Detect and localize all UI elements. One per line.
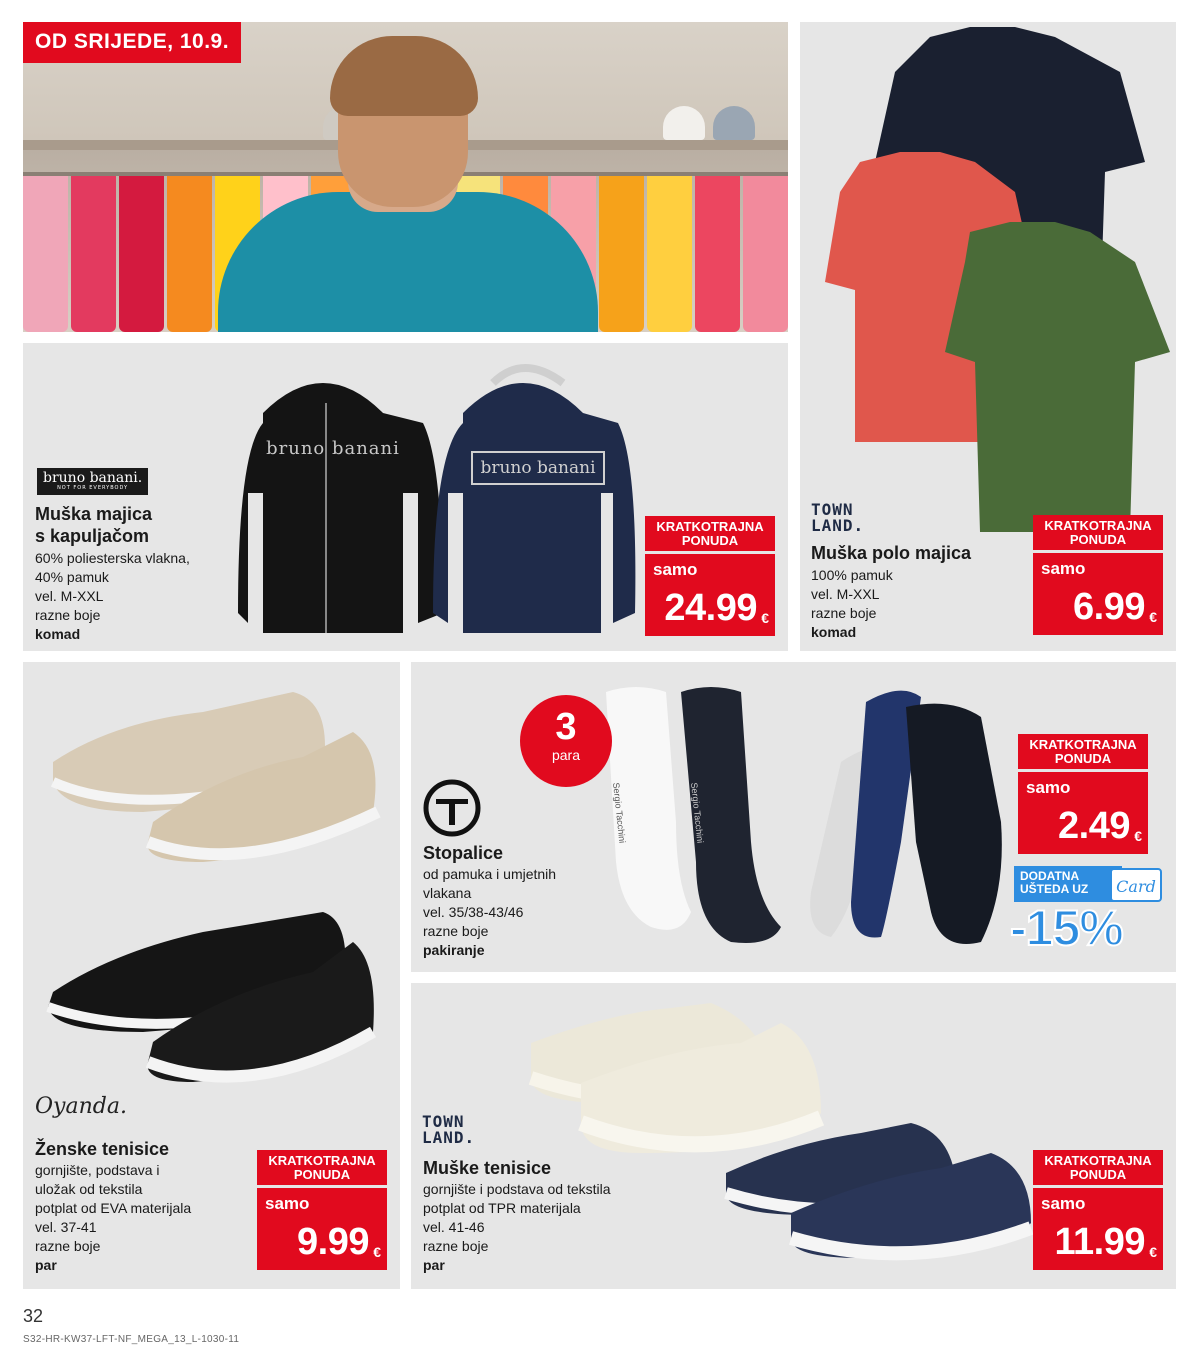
product-description [811, 566, 893, 642]
badge-label: para [551, 747, 581, 763]
unit-label: par [423, 1257, 445, 1273]
product-title: Muške tenisice [423, 1158, 552, 1178]
brand-line: LAND. [811, 516, 865, 535]
currency-symbol: € [373, 1244, 381, 1260]
brand-slogan: NOT FOR EVERYBODY [57, 485, 129, 491]
pack-count-badge [520, 695, 612, 787]
date-tag: OD SRIJEDE, 10.9. [23, 22, 241, 63]
product-description [35, 549, 190, 644]
price-header: KRATKOTRAJNA PONUDA [257, 1150, 387, 1185]
price-tag [1033, 1150, 1163, 1270]
price-box [645, 554, 775, 636]
cap-image [663, 106, 705, 140]
extra-discount-value: -15% [1010, 900, 1123, 956]
desc-line: 100% pamuk [811, 567, 893, 583]
extra-savings-label [1014, 866, 1122, 902]
desc-line: gornjište i podstava od tekstila [423, 1181, 611, 1197]
desc-line: vel. 41-46 [423, 1219, 485, 1235]
price-box [1033, 553, 1163, 635]
extra-line: DODATNA [1020, 869, 1080, 883]
cap-image [713, 106, 755, 140]
title-line: Muška majica [35, 504, 153, 524]
product-title: Muška polo majica [811, 543, 972, 563]
desc-line: potplat od TPR materijala [423, 1200, 581, 1216]
brand-line: TOWN [422, 1112, 465, 1131]
samo-label: samo [653, 560, 698, 579]
product-card-womens-sneakers[interactable] [23, 662, 400, 1289]
desc-line: 40% pamuk [35, 569, 109, 585]
card-discount-badge [1010, 866, 1168, 960]
price-tag [1033, 515, 1163, 635]
hero-banner [23, 22, 788, 332]
price-box [1033, 1188, 1163, 1270]
desc-line: potplat od EVA materijala [35, 1200, 192, 1216]
badge-count: 3 [555, 706, 577, 748]
desc-line: razne boje [423, 1238, 489, 1254]
desc-line: vel. M-XXL [35, 588, 104, 604]
product-title [35, 503, 152, 547]
product-description [423, 1180, 611, 1275]
desc-line: 60% poliesterska vlakna, [35, 550, 190, 566]
product-title: Ženske tenisice [35, 1139, 170, 1159]
price-value: 6.99 [1073, 586, 1145, 628]
price-header: KRATKOTRAJNA PONUDA [1033, 1150, 1163, 1185]
price-value: 2.49 [1058, 805, 1130, 847]
currency-symbol: € [1149, 609, 1157, 625]
price-header: KRATKOTRAJNA PONUDA [645, 516, 775, 551]
loyalty-card-icon: Card [1110, 868, 1162, 902]
desc-line: razne boje [423, 923, 489, 939]
man-in-hoodie-image [218, 42, 598, 332]
product-card-mens-sneakers[interactable] [411, 983, 1176, 1289]
product-card-hoodie[interactable] [23, 343, 788, 651]
currency-symbol: € [1149, 1244, 1157, 1260]
desc-line: razne boje [35, 1238, 101, 1254]
samo-label: samo [1041, 1194, 1086, 1213]
desc-line: vel. 37-41 [35, 1219, 97, 1235]
price-value: 24.99 [664, 587, 757, 629]
desc-line: od pamuka i umjetnih [423, 866, 557, 882]
desc-line: uložak od tekstila [35, 1181, 143, 1197]
brand-logo-bruno-banani [37, 468, 148, 495]
currency-symbol: € [1134, 828, 1142, 844]
brand-logo-oyanda: Oyanda. [35, 1094, 127, 1119]
price-value: 9.99 [297, 1221, 369, 1263]
price-tag [645, 516, 775, 636]
samo-label: samo [1026, 778, 1071, 797]
unit-label: pakiranje [423, 942, 485, 958]
brand-name: bruno banani. [43, 470, 143, 486]
document-code: S32-HR-KW37-LFT-NF_MEGA_13_L-1030-11 [23, 1334, 240, 1345]
sock-print-text: Sergio Tacchini [611, 782, 628, 844]
price-header: KRATKOTRAJNA PONUDA [1018, 734, 1148, 769]
desc-line: vel. M-XXL [811, 586, 880, 602]
extra-line: UŠTEDA UZ [1020, 882, 1089, 896]
hoodie-print-box: bruno banani [471, 451, 605, 485]
desc-line: vlakana [423, 885, 472, 901]
title-line: s kapuljačom [35, 526, 150, 546]
price-box [1018, 772, 1148, 854]
price-tag [257, 1150, 387, 1270]
brand-logo-townland [811, 502, 864, 534]
brand-line: TOWN [811, 500, 854, 519]
brand-logo-townland [422, 1114, 475, 1146]
desc-line: razne boje [35, 607, 101, 623]
price-value: 11.99 [1054, 1221, 1145, 1263]
price-box [257, 1188, 387, 1270]
sock-print-text: Sergio Tacchini [689, 782, 706, 844]
price-header: KRATKOTRAJNA PONUDA [1033, 515, 1163, 550]
page-number: 32 [23, 1306, 44, 1326]
desc-line: razne boje [811, 605, 877, 621]
product-title: Stopalice [423, 843, 504, 863]
product-card-polo[interactable] [800, 22, 1176, 651]
brand-line: LAND. [422, 1128, 476, 1147]
price-tag [1018, 734, 1148, 854]
sergio-tacchini-logo [423, 779, 483, 839]
unit-label: par [35, 1257, 57, 1273]
desc-line: vel. 35/38-43/46 [423, 904, 524, 920]
desc-line: gornjište, podstava i [35, 1162, 160, 1178]
currency-symbol: € [761, 610, 769, 626]
hoodie-print-text: bruno banani [266, 438, 400, 459]
unit-label: komad [811, 624, 857, 640]
product-description [35, 1161, 191, 1275]
samo-label: samo [265, 1194, 310, 1213]
product-description [423, 865, 556, 960]
samo-label: samo [1041, 559, 1086, 578]
unit-label: komad [35, 626, 81, 642]
